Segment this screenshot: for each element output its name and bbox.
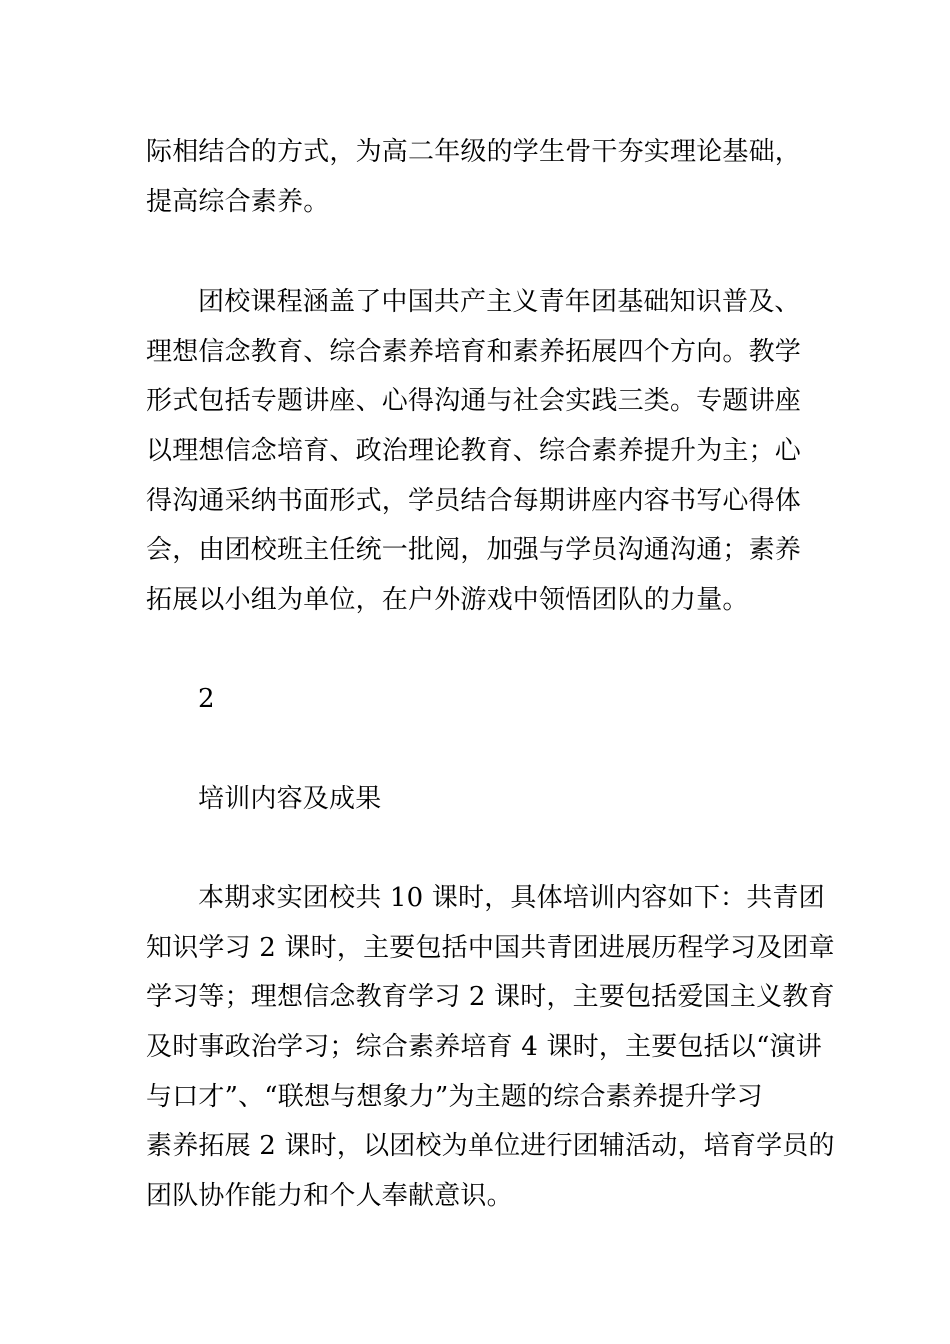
paragraph-line: 知识学习 2 课时，主要包括中国共青团进展历程学习及团章 — [146, 933, 835, 963]
paragraph-line: 拓展以小组为单位，在户外游戏中领悟团队的力量。 — [146, 585, 749, 615]
paragraph-line: 会，由团校班主任统一批阅，加强与学员沟通沟通；素养 — [146, 535, 802, 565]
section-title: 培训内容及成果 — [198, 784, 382, 814]
paragraph-line: 与口才”、“联想与想象力”为主题的综合素养提升学习 — [146, 1082, 763, 1112]
paragraph-line: 素养拓展 2 课时，以团校为单位进行团辅活动，培育学员的 — [146, 1131, 835, 1161]
paragraph-line: 理想信念教育、综合素养培育和素养拓展四个方向。教学 — [146, 337, 802, 367]
paragraph-line: 学习等；理想信念教育学习 2 课时，主要包括爱国主义教育 — [146, 982, 835, 1012]
paragraph-line: 际相结合的方式，为高二年级的学生骨干夯实理论基础， — [146, 137, 802, 167]
paragraph-line: 形式包括专题讲座、心得沟通与社会实践三类。专题讲座 — [146, 386, 802, 416]
paragraph-line: 团队协作能力和个人奉献意识。 — [146, 1181, 513, 1211]
paragraph-line: 及时事政治学习；综合素养培育 4 课时，主要包括以“演讲 — [146, 1032, 822, 1062]
section-number: 2 — [198, 684, 215, 714]
paragraph-line: 得沟通采纳书面形式，学员结合每期讲座内容书写心得体 — [146, 486, 802, 516]
paragraph-line: 团校课程涵盖了中国共产主义青年团基础知识普及、 — [198, 287, 801, 317]
paragraph-line: 本期求实团校共 10 课时，具体培训内容如下：共青团 — [198, 883, 825, 913]
paragraph-line: 提高综合素养。 — [146, 187, 330, 217]
paragraph-line: 以理想信念培育、政治理论教育、综合素养提升为主；心 — [146, 436, 802, 466]
